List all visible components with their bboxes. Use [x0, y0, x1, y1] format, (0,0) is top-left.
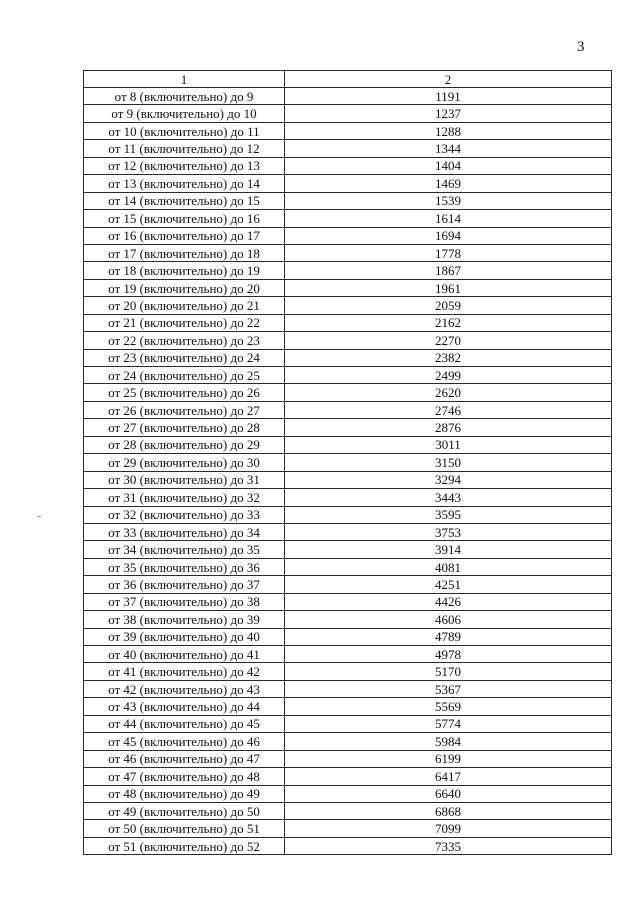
range-cell: от 15 (включительно) до 16	[84, 210, 285, 227]
table-row	[84, 768, 612, 785]
value-cell: 6199	[285, 750, 612, 767]
value-cell: 3443	[285, 489, 612, 506]
value-cell: 1191	[285, 88, 612, 105]
value-cell: 3595	[285, 506, 612, 523]
range-cell: от 9 (включительно) до 10	[84, 105, 285, 122]
range-cell: от 31 (включительно) до 32	[84, 489, 285, 506]
value-cell: 6640	[285, 785, 612, 802]
range-cell: от 20 (включительно) до 21	[84, 297, 285, 314]
table-row	[84, 523, 612, 540]
table-row	[84, 122, 612, 139]
table-row	[84, 332, 612, 349]
table-row	[84, 785, 612, 802]
value-cell: 2059	[285, 297, 612, 314]
table-row	[84, 244, 612, 261]
range-cell: от 14 (включительно) до 15	[84, 192, 285, 209]
range-cell: от 35 (включительно) до 36	[84, 558, 285, 575]
range-cell: от 47 (включительно) до 48	[84, 768, 285, 785]
table-row	[84, 227, 612, 244]
value-cell: 1288	[285, 122, 612, 139]
page-number: 3	[577, 39, 585, 55]
table-row	[84, 192, 612, 209]
range-cell: от 12 (включительно) до 13	[84, 157, 285, 174]
value-cell: 1614	[285, 210, 612, 227]
value-cell: 2876	[285, 419, 612, 436]
range-cell: от 38 (включительно) до 39	[84, 611, 285, 628]
range-cell: от 18 (включительно) до 19	[84, 262, 285, 279]
value-cell: 1694	[285, 227, 612, 244]
table-row	[84, 698, 612, 715]
range-cell: от 29 (включительно) до 30	[84, 454, 285, 471]
table-row	[84, 820, 612, 837]
table-row	[84, 140, 612, 157]
value-cell: 1237	[285, 105, 612, 122]
value-cell: 1961	[285, 279, 612, 296]
value-cell: 2746	[285, 401, 612, 418]
range-cell: от 43 (включительно) до 44	[84, 698, 285, 715]
table-row	[84, 593, 612, 610]
table-row	[84, 210, 612, 227]
range-cell: от 16 (включительно) до 17	[84, 227, 285, 244]
value-cell: 4081	[285, 558, 612, 575]
table-row	[84, 541, 612, 558]
table-row	[84, 401, 612, 418]
table-row	[84, 733, 612, 750]
table-row	[84, 88, 612, 105]
value-cell: 7335	[285, 837, 612, 854]
range-cell: от 23 (включительно) до 24	[84, 349, 285, 366]
column-header-2: 2	[285, 71, 612, 88]
table-row	[84, 349, 612, 366]
table-row	[84, 646, 612, 663]
range-cell: от 33 (включительно) до 34	[84, 523, 285, 540]
value-cell: 3011	[285, 436, 612, 453]
range-cell: от 30 (включительно) до 31	[84, 471, 285, 488]
value-cell: 5170	[285, 663, 612, 680]
range-cell: от 34 (включительно) до 35	[84, 541, 285, 558]
value-cell: 7099	[285, 820, 612, 837]
table-row	[84, 384, 612, 401]
value-cell: 5569	[285, 698, 612, 715]
range-cell: от 42 (включительно) до 43	[84, 680, 285, 697]
value-cell: 2620	[285, 384, 612, 401]
value-cell: 2162	[285, 314, 612, 331]
table-row	[84, 837, 612, 854]
range-cell: от 49 (включительно) до 50	[84, 802, 285, 819]
range-cell: от 32 (включительно) до 33	[84, 506, 285, 523]
value-cell: 3150	[285, 454, 612, 471]
scan-artifact	[38, 516, 41, 517]
range-cell: от 22 (включительно) до 23	[84, 332, 285, 349]
value-cell: 3753	[285, 523, 612, 540]
table-row	[84, 262, 612, 279]
range-cell: от 50 (включительно) до 51	[84, 820, 285, 837]
value-cell: 3294	[285, 471, 612, 488]
data-table	[83, 70, 612, 855]
value-cell: 5774	[285, 715, 612, 732]
range-cell: от 27 (включительно) до 28	[84, 419, 285, 436]
range-cell: от 19 (включительно) до 20	[84, 279, 285, 296]
table-row	[84, 279, 612, 296]
range-cell: от 10 (включительно) до 11	[84, 122, 285, 139]
value-cell: 1778	[285, 244, 612, 261]
value-cell: 6868	[285, 802, 612, 819]
range-cell: от 51 (включительно) до 52	[84, 837, 285, 854]
range-cell: от 36 (включительно) до 37	[84, 576, 285, 593]
table-row	[84, 436, 612, 453]
table-row	[84, 506, 612, 523]
table-body	[84, 88, 612, 855]
range-cell: от 11 (включительно) до 12	[84, 140, 285, 157]
table-row	[84, 454, 612, 471]
range-cell: от 13 (включительно) до 14	[84, 175, 285, 192]
table-row	[84, 750, 612, 767]
table-row	[84, 715, 612, 732]
value-cell: 2382	[285, 349, 612, 366]
table-row	[84, 558, 612, 575]
range-cell: от 28 (включительно) до 29	[84, 436, 285, 453]
range-cell: от 40 (включительно) до 41	[84, 646, 285, 663]
range-cell: от 44 (включительно) до 45	[84, 715, 285, 732]
table-row	[84, 489, 612, 506]
value-cell: 2499	[285, 367, 612, 384]
value-cell: 1404	[285, 157, 612, 174]
value-cell: 1539	[285, 192, 612, 209]
range-cell: от 21 (включительно) до 22	[84, 314, 285, 331]
range-cell: от 26 (включительно) до 27	[84, 401, 285, 418]
value-cell: 4606	[285, 611, 612, 628]
range-cell: от 46 (включительно) до 47	[84, 750, 285, 767]
table-row	[84, 611, 612, 628]
column-header-1: 1	[84, 71, 285, 88]
table-row	[84, 576, 612, 593]
value-cell: 4978	[285, 646, 612, 663]
value-cell: 4789	[285, 628, 612, 645]
table-row	[84, 663, 612, 680]
table-row	[84, 367, 612, 384]
range-cell: от 8 (включительно) до 9	[84, 88, 285, 105]
value-cell: 3914	[285, 541, 612, 558]
table-row	[84, 175, 612, 192]
value-cell: 6417	[285, 768, 612, 785]
value-cell: 1344	[285, 140, 612, 157]
table-row	[84, 314, 612, 331]
range-cell: от 25 (включительно) до 26	[84, 384, 285, 401]
value-cell: 4426	[285, 593, 612, 610]
range-cell: от 39 (включительно) до 40	[84, 628, 285, 645]
table-row	[84, 680, 612, 697]
range-cell: от 41 (включительно) до 42	[84, 663, 285, 680]
table-header-row	[84, 71, 612, 88]
value-cell: 1867	[285, 262, 612, 279]
table-row	[84, 471, 612, 488]
range-cell: от 17 (включительно) до 18	[84, 244, 285, 261]
value-cell: 2270	[285, 332, 612, 349]
table-row	[84, 628, 612, 645]
range-cell: от 48 (включительно) до 49	[84, 785, 285, 802]
table-row	[84, 419, 612, 436]
table-row	[84, 802, 612, 819]
table-row	[84, 157, 612, 174]
value-cell: 1469	[285, 175, 612, 192]
value-cell: 4251	[285, 576, 612, 593]
range-cell: от 45 (включительно) до 46	[84, 733, 285, 750]
table-row	[84, 105, 612, 122]
value-cell: 5367	[285, 680, 612, 697]
range-cell: от 24 (включительно) до 25	[84, 367, 285, 384]
value-cell: 5984	[285, 733, 612, 750]
table-row	[84, 297, 612, 314]
range-cell: от 37 (включительно) до 38	[84, 593, 285, 610]
